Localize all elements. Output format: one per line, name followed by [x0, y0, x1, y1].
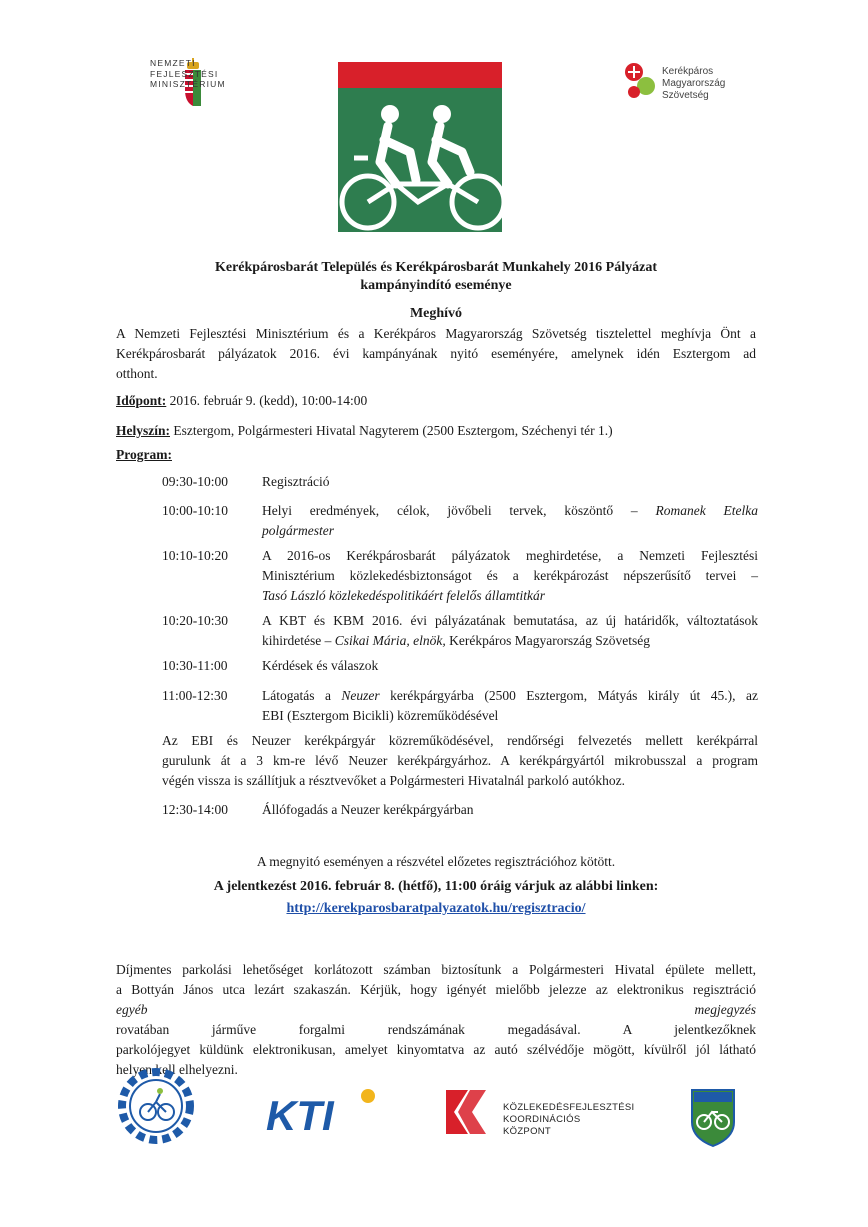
registration-deadline: A jelentkezést 2016. február 8. (hétfő), 11:00 óráig várjuk az alábbi linken:	[213, 879, 659, 894]
program-time: 09:30-10:00	[162, 474, 228, 489]
intro-paragraph: A Nemzeti Fejlesztési Minisztérium és a Kerékpáros Magyarország Szövetség tisztelettel meghívja Önt a Kerékpárosbarát pályázatok 2016. évi kampányának nyitó eseményére, amelynek idén Esztergom ad otthont.	[116, 326, 756, 381]
event-place	[116, 421, 613, 441]
event-place-label: Helyszín:	[116, 423, 170, 438]
ministry-name: NEMZETI FEJLESZTÉSI MINISZTÉRIUM	[150, 58, 226, 89]
cyclist-gear-logo	[116, 1066, 196, 1146]
kti-logo	[262, 1086, 380, 1146]
program-time: 10:10-10:20	[162, 548, 228, 563]
program-heading: Program:	[116, 447, 172, 462]
program-text: Helyi eredmények, célok, jövőbeli tervek, köszöntő – Romanek Etelka polgármester	[262, 503, 758, 538]
kkk-logo	[440, 1082, 500, 1142]
registration-note: A megnyitó eseményen a részvétel előzetes regisztrációhoz kötött.	[256, 854, 616, 869]
federation-name: Kerékpáros Magyarország Szövetség	[662, 66, 726, 101]
program-time: 10:30-11:00	[162, 658, 228, 673]
program-time: 11:00-12:30	[162, 688, 228, 703]
kti-text: KTI	[266, 1092, 334, 1139]
event-time-label: Időpont:	[116, 393, 167, 408]
event-place-value: Esztergom, Polgármesteri Hivatal Nagyterem (2500 Esztergom, Széchenyi tér 1.)	[170, 423, 613, 438]
federation-logo	[622, 60, 658, 102]
program-time: 10:00-10:10	[162, 503, 228, 518]
program-text: Kérdések és válaszok	[262, 658, 379, 673]
document-subtitle: kampányindító eseménye	[360, 278, 512, 293]
ebi-transport-note: Az EBI és Neuzer kerékpárgyár közreműködésével, rendőrségi felvezetés mellett kerékpárral gurulunk át a 3 km-re lévő Neuzer kerékpárgyárhoz. A kerékpárgyártól mikrobusszal a program végén vissza is szállítjuk a résztvevőket a Polgármesteri Hivatalnál parkoló autókhoz.	[162, 733, 758, 788]
esztergom-bicycle-shield-logo	[688, 1084, 738, 1148]
program-time: 12:30-14:00	[162, 802, 228, 817]
program-text: A KBT és KBM 2016. évi pályázatának bemutatása, az új határidők, változtatások kihirdetése – Csikai Mária, elnök, Kerékpáros Magyarország Szövetség	[262, 613, 758, 648]
program-text: Regisztráció	[262, 474, 330, 489]
program-text: Állófogadás a Neuzer kerékpárgyárban	[262, 802, 474, 817]
registration-link[interactable]: http://kerekparosbaratpalyazatok.hu/regisztracio/	[286, 901, 586, 916]
event-time-value: 2016. február 9. (kedd), 10:00-14:00	[166, 393, 368, 408]
parking-paragraph: Díjmentes parkolási lehetőséget korlátozott számban biztosítunk a Polgármesteri Hivatal épülete mellett, a Bottyán János utca lezárt szakaszán. Kérjük, hogy igényét mielőbb jelezze az elektronikus regisztráció egyéb megjegyzés rovatában járműve forgalmi rendszámának megadásával. A jelentkezőknek parkolójegyet küldünk elektronikusan, amelyet kinyomtatva az autó szélvédője mögött, kívülről jól látható helyen kell elhelyezni.	[116, 962, 756, 1077]
program-time: 10:20-10:30	[162, 613, 228, 628]
tandem-bicycle-logo	[338, 62, 502, 232]
document-title: Kerékpárosbarát Település és Kerékpárosbarát Munkahely 2016 Pályázat	[214, 260, 658, 275]
invitation-heading: Meghívó	[409, 306, 463, 321]
event-time	[116, 391, 367, 411]
program-text: A 2016-os Kerékpárosbarát pályázatok meghirdetése, a Nemzeti Fejlesztési Minisztérium közlekedésbiztonságot és a kerékpározást népszerűsítő tervei – Tasó László közlekedéspolitikáért felelős államtitkár	[262, 548, 758, 603]
kkk-name: KÖZLEKEDÉSFEJLESZTÉSI KOORDINÁCIÓS KÖZPONT	[503, 1102, 635, 1137]
program-text: Látogatás a Neuzer kerékpárgyárba (2500 Esztergom, Mátyás király út 45.), az EBI (Esztergom Bicikli) közreműködésével	[262, 688, 758, 723]
